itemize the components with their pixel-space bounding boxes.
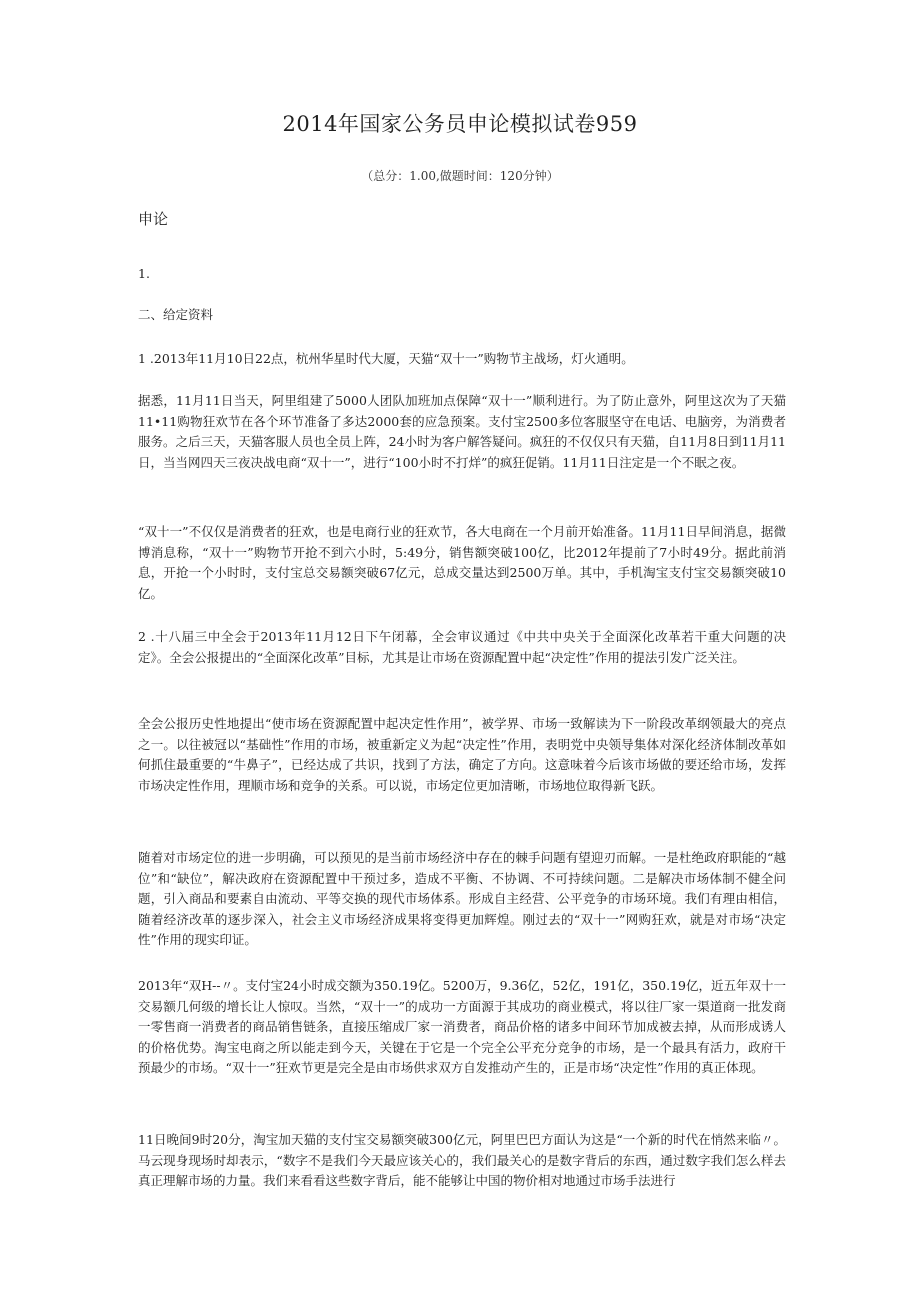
document-title: 2014年国家公务员申论模拟试卷959 <box>282 112 638 136</box>
section-heading: 申论 <box>138 210 169 228</box>
paragraph: “双十一”不仅仅是消费者的狂欢，也是电商行业的狂欢节，各大电商在一个月前开始准备。11月11日早间消息，据微博消息称，“双十一”购物节开抢不到六小时，5:49分，销售额突破100亿，比2012年提前了7小时49分。据此前消息，开抢一个小时时，支付宝总交易额突破67亿元，总成交量达到2500万单。其中，手机淘宝支付宝交易额突破10亿。 <box>138 524 786 601</box>
paragraph: 随着对市场定位的进一步明确，可以预见的是当前市场经济中存在的棘手问题有望迎刃而解。一是杜绝政府职能的“越位”和“缺位”，解决政府在资源配置中干预过多，造成不平衡、不协调、不可持续问题。二是解决市场体制不健全问题，引入商品和要素自由流动、平等交换的现代市场体系。形成自主经营、公平竞争的市场环境。我们有理由相信，随着经济改革的逐步深入，社会主义市场经济成果将变得更加辉煌。刚过去的“双十一”网购狂欢，就是对市场“决定性”作用的现实印证。 <box>138 850 786 948</box>
paragraph: 1 .2013年11月10日22点，杭州华星时代大厦，天猫“双十一”购物节主战场，灯火通明。 <box>138 351 634 366</box>
question-number: 1. <box>138 266 150 281</box>
paragraph: 11日晚间9时20分，淘宝加天猫的支付宝交易额突破300亿元，阿里巴巴方面认为这是“一个新的时代在悄然来临〃。马云现身现场时却表示，“数字不是我们今天最应该关心的，我们最关心的是数字背后的东西，通过数字我们怎么样去真正理解市场的力量。我们来看看这些数字背后，能不能够让中国的物价相对地通过市场手法进行 <box>138 1132 786 1189</box>
paragraph: 据悉，11月11日当天，阿里组建了5000人团队加班加点保障“双十一”顺利进行。为了防止意外，阿里这次为了天猫11•11购物狂欢节在各个环节准备了多达2000套的应急预案。支付宝2500多位客服坚守在电话、电脑旁，为消费者服务。之后三天，天猫客服人员也全员上阵，24小时为客户解答疑问。疯狂的不仅仅只有天猫，自11月8日到11月11日，当当网四天三夜决战电商“双十一”，进行“100小时不打烊”的疯狂促销。11月11日注定是一个不眠之夜。 <box>138 393 786 470</box>
exam-info: （总分：1.00,做题时间：120分钟） <box>361 169 559 183</box>
paragraph: 2 .十八届三中全会于2013年11月12日下午闭幕，全会审议通过《中共中央关于全面深化改革若干重大问题的决定》。全会公报提出的“全面深化改革”目标，尤其是让市场在资源配置中起“决定性”作用的提法引发广泛关注。 <box>138 629 786 665</box>
paragraph: 2013年“双H--〃。支付宝24小时成交额为350.19亿。5200万，9.36亿，52亿，191亿，350.19亿，近五年双十一交易额几何级的增长让人惊叹。当然，“双十一”的成功一方面源于其成功的商业模式，将以往厂家一渠道商一批发商一零售商一消费者的商品销售链条，直接压缩成厂家一消费者，商品价格的诸多中间环节加成被去掉，从而形成诱人的价格优势。淘宝电商之所以能走到今天，关键在于它是一个完全公平充分竞争的市场，是一个最具有活力，政府干预最少的市场。“双十一”狂欢节更是完全是由市场供求双方自发推动产生的，正是市场“决定性”作用的真正体现。 <box>138 978 786 1076</box>
materials-heading: 二、给定资料 <box>138 307 214 322</box>
paragraph: 全会公报历史性地提出“使市场在资源配置中起决定性作用”，被学界、市场一致解读为下一阶段改革纲领最大的亮点之一。以往被冠以“基础性”作用的市场，被重新定义为起“决定性”作用，表明党中央领导集体对深化经济体制改革如何抓住最重要的“牛鼻子”，已经达成了共识，找到了方法，确定了方向。这意味着今后该市场做的要还给市场，发挥市场决定性作用，理顺市场和竞争的关系。可以说，市场定位更加清晰，市场地位取得新飞跃。 <box>138 716 786 793</box>
